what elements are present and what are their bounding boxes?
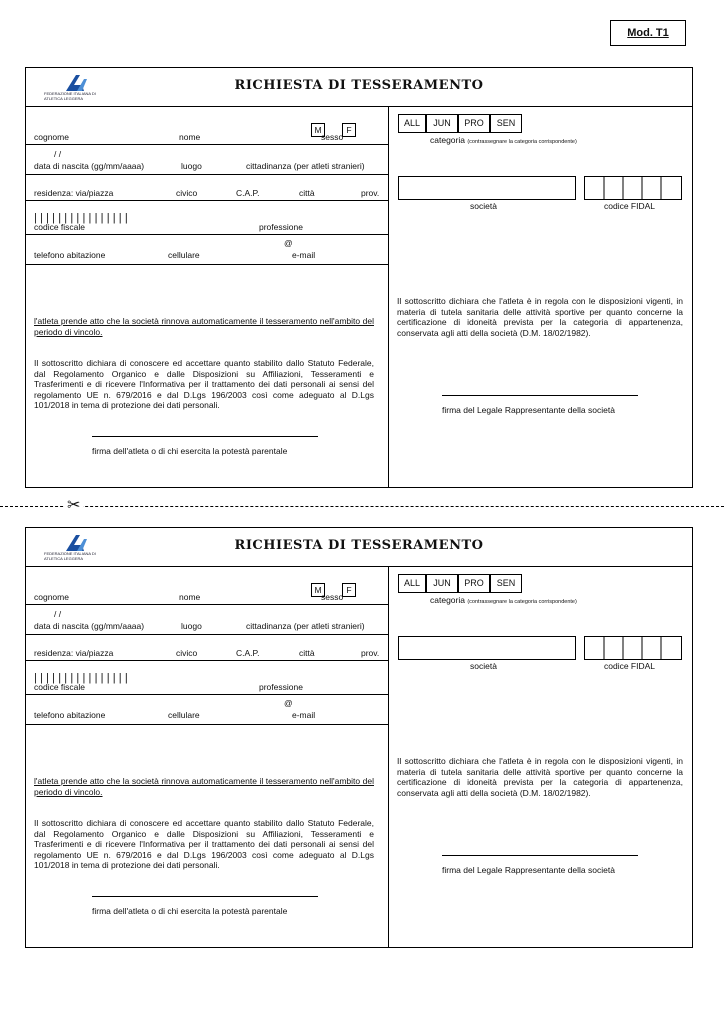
category-pro[interactable]: PRO: [458, 114, 490, 133]
sesso-label: sesso: [321, 132, 344, 142]
sex-m-box[interactable]: M: [311, 123, 325, 137]
cognome-label: cognome: [34, 132, 69, 142]
legal-signature-label: firma del Legale Rappresentante della società: [442, 865, 615, 875]
category-pro[interactable]: PRO: [458, 574, 490, 593]
residenza-label: residenza: via/piazza: [34, 648, 114, 658]
telefono-label: telefono abitazione: [34, 250, 106, 260]
category-sen[interactable]: SEN: [490, 114, 522, 133]
residence-row: [26, 634, 388, 661]
scissors-icon: ✂: [64, 496, 83, 516]
fidal-code-box[interactable]: [584, 176, 682, 200]
cut-line: [0, 506, 724, 507]
citta-label: città: [299, 648, 315, 658]
health-declaration: Il sottoscritto dichiara che l'atleta è in regola con le disposizioni vigenti, in materia di tutela sanitaria delle attività sportive per quanto concerne la certificazione di idoneità prevista per la categoria di appartenenza, conservata agli atti della società (D.M. 18/02/1982).: [397, 296, 683, 338]
cognome-label: cognome: [34, 592, 69, 602]
luogo-label: luogo: [181, 161, 202, 171]
athlete-section: [26, 106, 389, 487]
cellulare-label: cellulare: [168, 250, 200, 260]
legal-signature-label: firma del Legale Rappresentante della società: [442, 405, 615, 415]
birth-row: [26, 604, 388, 635]
codice-fidal-label: codice FIDAL: [604, 201, 656, 211]
residence-row: [26, 174, 388, 201]
category-jun[interactable]: JUN: [426, 574, 458, 593]
telefono-label: telefono abitazione: [34, 710, 106, 720]
societa-label: società: [470, 201, 497, 211]
form-header: [26, 528, 692, 567]
civico-label: civico: [176, 648, 198, 658]
renewal-notice: l'atleta prende atto che la società rinnova automaticamente il tesseramento nell'ambito del periodo di vincolo.: [34, 776, 374, 797]
residenza-label: residenza: via/piazza: [34, 188, 114, 198]
codice-fiscale-label: codice fiscale: [34, 222, 86, 232]
membership-form-top: [25, 67, 693, 488]
sex-m-box[interactable]: M: [311, 583, 325, 597]
nome-label: nome: [179, 132, 201, 142]
categoria-text: categoria: [430, 135, 465, 145]
at-symbol: @: [284, 238, 293, 248]
logo-text: FEDERAZIONE ITALIANA DI ATLETICA LEGGERA: [44, 91, 96, 101]
luogo-label: luogo: [181, 621, 202, 631]
birth-row: [26, 144, 388, 175]
civico-label: civico: [176, 188, 198, 198]
tax-code-row: [26, 200, 388, 235]
cellulare-label: cellulare: [168, 710, 200, 720]
society-section: [388, 566, 692, 947]
citta-label: città: [299, 188, 315, 198]
categoria-label: [430, 595, 577, 605]
categoria-text: categoria: [430, 595, 465, 605]
date-slashes: / /: [54, 609, 62, 619]
health-declaration: Il sottoscritto dichiara che l'atleta è in regola con le disposizioni vigenti, in materia di tutela sanitaria delle attività sportive per quanto concerne la certificazione di idoneità prevista per la categoria di appartenenza, conservata agli atti della società (D.M. 18/02/1982).: [397, 756, 683, 798]
tax-code-boxes[interactable]: ||||||||||||||||: [34, 212, 131, 224]
membership-form-bottom: [25, 527, 693, 948]
category-all[interactable]: ALL: [398, 114, 426, 133]
athlete-section: [26, 566, 389, 947]
category-sen[interactable]: SEN: [490, 574, 522, 593]
cap-label: C.A.P.: [236, 648, 260, 658]
tax-code-row: [26, 660, 388, 695]
at-symbol: @: [284, 698, 293, 708]
category-jun[interactable]: JUN: [426, 114, 458, 133]
legal-signature-line[interactable]: [442, 395, 638, 396]
nome-label: nome: [179, 592, 201, 602]
contact-row: [26, 234, 388, 265]
professione-label: professione: [259, 682, 303, 692]
society-name-box[interactable]: [398, 636, 576, 660]
name-row: [26, 566, 388, 605]
privacy-declaration: Il sottoscritto dichiara di conoscere ed accettare quanto stabilito dallo Statuto Federale, dal Regolamento Organico e dalle Disposizioni su Affiliazioni, Tesseramenti e Trasferimenti e di ricevere l'Informativa per il trattamento dei dati personali ai sensi del regolamento UE n. 679/2016 e dal D.Lgs 196/2003 così come adeguato al D.Lgs 101/2018 in tema di protezione dei dati personali.: [34, 818, 374, 870]
professione-label: professione: [259, 222, 303, 232]
sex-f-box[interactable]: F: [342, 583, 356, 597]
cittadinanza-label: cittadinanza (per atleti stranieri): [246, 161, 365, 171]
athlete-signature-line[interactable]: [92, 436, 318, 437]
email-label: e-mail: [292, 250, 316, 260]
model-code: Mod. T1: [627, 27, 669, 39]
date-slashes: / /: [54, 149, 62, 159]
society-section: [388, 106, 692, 487]
categoria-label: [430, 135, 577, 145]
legal-signature-line[interactable]: [442, 855, 638, 856]
email-label: e-mail: [292, 710, 316, 720]
fidal-code-dividers: [585, 637, 681, 659]
sex-f-box[interactable]: F: [342, 123, 356, 137]
codice-fiscale-label: codice fiscale: [34, 682, 86, 692]
athlete-signature-label: firma dell'atleta o di chi esercita la potestà parentale: [92, 446, 288, 456]
codice-fidal-label: codice FIDAL: [604, 661, 656, 671]
privacy-declaration: Il sottoscritto dichiara di conoscere ed accettare quanto stabilito dallo Statuto Federale, dal Regolamento Organico e dalle Disposizioni su Affiliazioni, Tesseramenti e Trasferimenti e di ricevere l'Informativa per il trattamento dei dati personali ai sensi del regolamento UE n. 679/2016 e dal D.Lgs 196/2003 così come adeguato al D.Lgs 101/2018 in tema di protezione dei dati personali.: [34, 358, 374, 410]
athlete-signature-label: firma dell'atleta o di chi esercita la potestà parentale: [92, 906, 288, 916]
society-name-box[interactable]: [398, 176, 576, 200]
form-title: RICHIESTA DI TESSERAMENTO: [234, 538, 484, 553]
categoria-note: (contrassegnare la categoria corrispondente): [467, 139, 577, 145]
fidal-code-box[interactable]: [584, 636, 682, 660]
form-header: [26, 68, 692, 107]
birthdate-label: data di nascita (gg/mm/aaaa): [34, 161, 145, 171]
fidal-code-dividers: [585, 177, 681, 199]
form-title: RICHIESTA DI TESSERAMENTO: [234, 78, 484, 93]
cittadinanza-label: cittadinanza (per atleti stranieri): [246, 621, 365, 631]
athlete-signature-line[interactable]: [92, 896, 318, 897]
sesso-label: sesso: [321, 592, 344, 602]
categoria-note: (contrassegnare la categoria corrispondente): [467, 599, 577, 605]
cap-label: C.A.P.: [236, 188, 260, 198]
prov-label: prov.: [361, 188, 380, 198]
societa-label: società: [470, 661, 497, 671]
logo-text: FEDERAZIONE ITALIANA DI ATLETICA LEGGERA: [44, 551, 96, 561]
category-all[interactable]: ALL: [398, 574, 426, 593]
prov-label: prov.: [361, 648, 380, 658]
name-row: [26, 106, 388, 145]
renewal-notice: l'atleta prende atto che la società rinnova automaticamente il tesseramento nell'ambito del periodo di vincolo.: [34, 316, 374, 337]
contact-row: [26, 694, 388, 725]
birthdate-label: data di nascita (gg/mm/aaaa): [34, 621, 145, 631]
model-code-box: [610, 20, 686, 46]
tax-code-boxes[interactable]: ||||||||||||||||: [34, 672, 131, 684]
